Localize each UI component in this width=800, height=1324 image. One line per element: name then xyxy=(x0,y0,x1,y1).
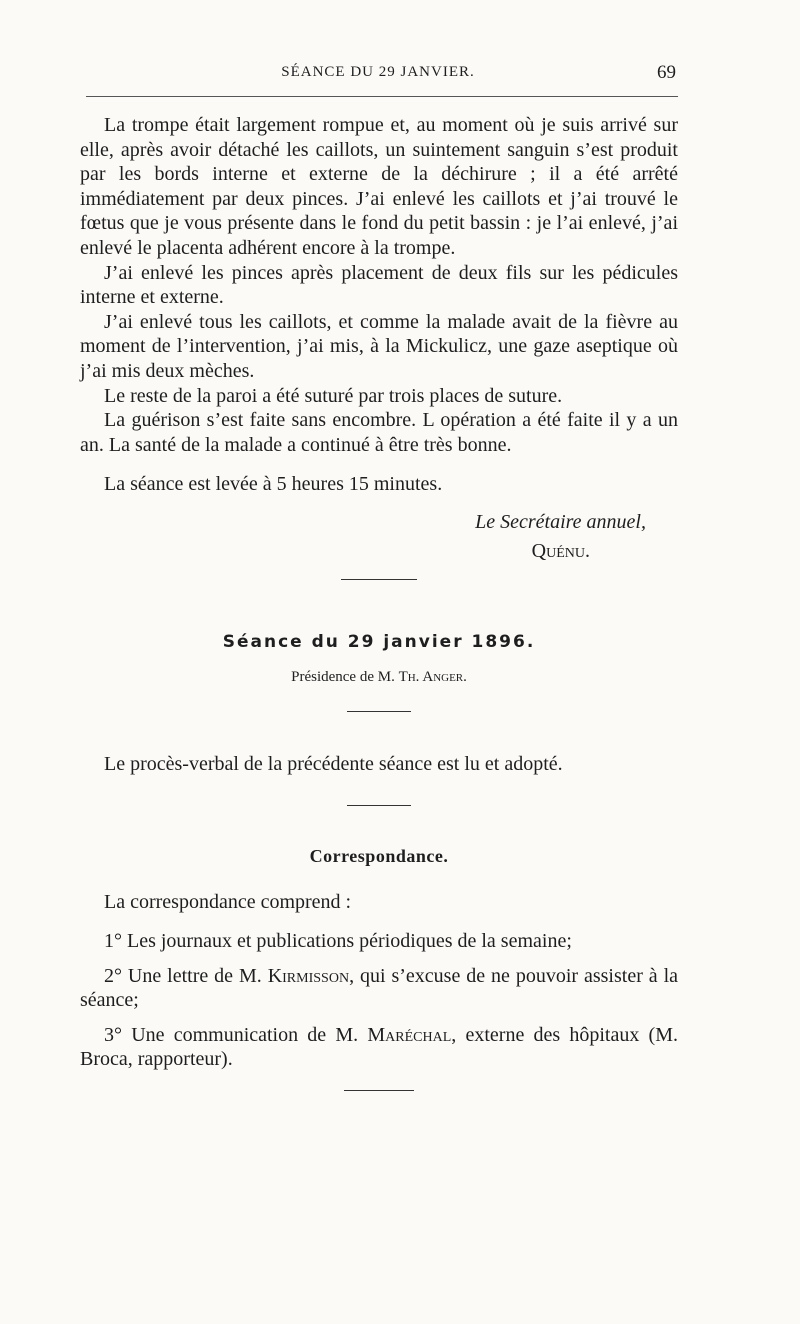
item-2-start: 2° Une lettre de M. xyxy=(104,964,262,987)
header-rule xyxy=(86,96,678,97)
correspondance-item-3 xyxy=(80,1023,678,1072)
item-3-end: , externe des hôpitaux (M. Broca, rapporteur). xyxy=(80,1023,678,1071)
correspondance-item-2 xyxy=(80,964,678,1013)
paragraph-4: Le reste de la paroi a été suturé par trois places de suture. xyxy=(104,384,563,407)
running-header xyxy=(80,62,676,86)
separator-rule-2 xyxy=(347,711,411,712)
correspondance-item-1: 1° Les journaux et publications périodiques de la semaine; xyxy=(104,930,572,953)
separator-rule-4 xyxy=(344,1090,414,1091)
minutes-line: Le procès-verbal de la précédente séance est lu et adopté. xyxy=(104,753,563,776)
paragraph-1: La trompe était largement rompue et, au moment où je suis arrivé sur elle, après avoir détaché les caillots, un suintement sanguin s’est produit par les bords interne et externe de la déchirure ; il a été arrêté immédiatement par deux pinces. J’ai enlevé les caillots et j’ai trouvé le fœtus que je vous présente dans le fond du petit bassin : je l’ai enlevé, j’ai enlevé le placenta adhérent encore à la trompe. xyxy=(80,114,678,259)
item-2-name: Kirmisson xyxy=(267,964,350,987)
item-3-start: 3° Une communication de M. xyxy=(104,1023,359,1046)
paragraph-2: J’ai enlevé les pinces après placement de deux fils sur les pédicules interne et externe. xyxy=(80,261,678,309)
correspondance-intro: La correspondance comprend : xyxy=(104,891,352,914)
page-number: 69 xyxy=(657,62,676,83)
signature-role: Le Secrétaire annuel, xyxy=(475,510,646,533)
presidence-name: Th. Anger. xyxy=(398,668,467,685)
paragraph-3: J’ai enlevé tous les caillots, et comme la malade avait de la fièvre au moment de l’intervention, j’ai mis, à la Mickulicz, une gaze aseptique où j’ai mis deux mèches. xyxy=(80,310,678,382)
closing-line: La séance est levée à 5 heures 15 minutes. xyxy=(104,473,443,496)
paragraph-5: La guérison s’est faite sans encombre. L opération a été faite il y a un an. La santé de la malade a continué à être très bonne. xyxy=(80,409,678,456)
separator-rule-1 xyxy=(341,579,417,580)
running-title: SÉANCE DU 29 JANVIER. xyxy=(281,64,475,80)
page-body xyxy=(80,113,678,1091)
separator-rule-3 xyxy=(347,805,411,806)
session-heading: Séance du 29 janvier 1896. xyxy=(222,632,536,653)
session-presidence xyxy=(80,665,678,690)
signature-block xyxy=(80,510,678,563)
correspondance-title: Correspondance. xyxy=(309,845,449,866)
item-2-end: , qui s’excuse de ne pouvoir assister à la séance; xyxy=(80,964,679,1012)
signature-name: Quénu. xyxy=(531,539,590,562)
item-3-name: Maréchal xyxy=(367,1023,452,1046)
presidence-label: Présidence de M. xyxy=(291,668,395,685)
